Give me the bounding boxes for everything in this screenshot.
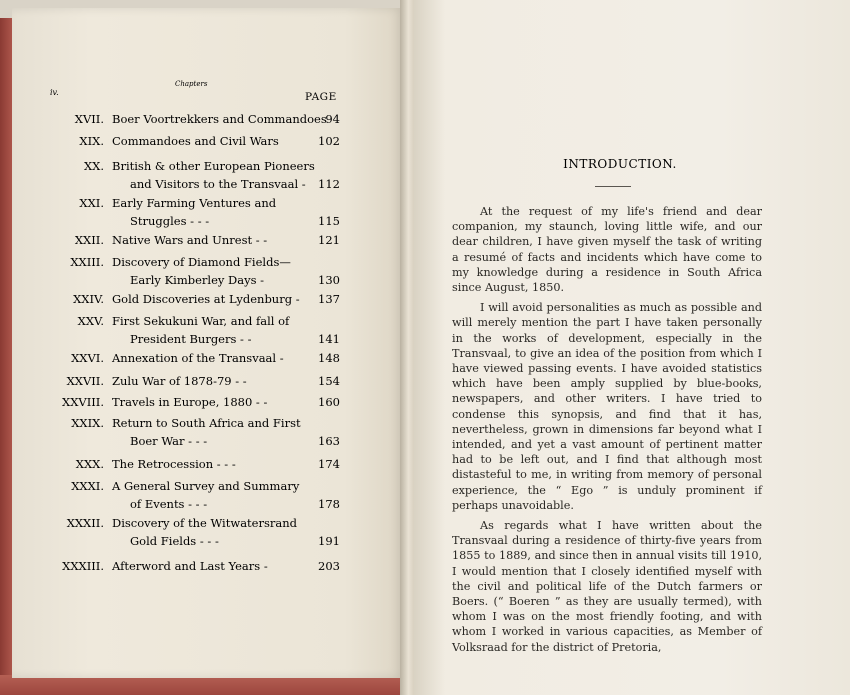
introduction-title: INTRODUCTION. — [563, 157, 677, 171]
chapter-title — [112, 312, 298, 348]
chapter-title-line: Boer War - - - — [130, 434, 208, 448]
chapter-title-line: Discovery of the Witwatersrand — [112, 516, 298, 530]
chapter-number: XXVI. — [71, 351, 104, 365]
chapter-title — [112, 414, 301, 450]
chapter-title-line: Zulu War of 1878-79 - - — [112, 374, 247, 388]
chapter-title-line: The Retrocession - - - — [112, 457, 236, 471]
chapter-page-number: 137 — [318, 292, 340, 306]
chapter-page-number: 94 — [325, 112, 340, 126]
chapter-title-line: Early Farming Ventures and — [112, 196, 277, 210]
book-cover-bottom — [0, 675, 410, 695]
chapter-number: XXV. — [77, 314, 104, 328]
chapter-number: XXXIII. — [62, 559, 104, 573]
intro-paragraph: At the request of my life's friend and dear companion, my staunch, loving little wife, and our dear children, I have given myself the task of writing a resumé of facts and incidents which have come to my knowledge during a residence in South Africa since August, 1850. — [452, 205, 762, 295]
chapter-page-number: 121 — [318, 233, 340, 247]
chapter-title-line: Afterword and Last Years - — [112, 559, 268, 573]
chapter-title — [112, 194, 298, 230]
chapter-title — [112, 290, 298, 308]
chapter-number: XXIX. — [71, 416, 104, 430]
chapter-title — [112, 477, 298, 513]
chapter-title — [112, 157, 315, 193]
chapter-title-line: Annexation of the Transvaal - — [112, 351, 284, 365]
chapter-number: XXX. — [75, 457, 104, 471]
intro-paragraph: I will avoid personalities as much as possible and will merely mention the part I have taken personally in the works of development, especially in the Transvaal, to give an idea of the position from which I have viewed passing events. I have avoided statistics which have been amply supplied by blue-books, newspapers, and other writers. I have tried to condense this synopsis, and find that it has, nevertheless, grown in dimensions far beyond what I intended, and yet a vast amount of pertinent matter had to be left out, and I find that although most distasteful to me, in writing from memory of personal experience, the “ Ego ” is unduly prominent if perhaps unavoidable. — [452, 301, 762, 512]
chapter-number: XXIV. — [73, 292, 104, 306]
chapter-page-number: 178 — [318, 497, 340, 511]
chapter-title — [112, 372, 298, 390]
chapter-number: XIX. — [79, 134, 104, 148]
left-page-header — [50, 78, 350, 103]
folio-number: iv. — [50, 88, 59, 97]
chapter-page-number: 174 — [318, 457, 340, 471]
chapter-number: XXI. — [79, 196, 104, 210]
chapter-title — [112, 231, 298, 249]
page-column-label: PAGE — [305, 91, 337, 103]
chapter-page-number: 115 — [318, 214, 340, 228]
chapter-title-line: A General Survey and Summary — [112, 479, 300, 493]
chapter-title — [112, 455, 298, 473]
chapter-title-line: Discovery of Diamond Fields— — [112, 255, 291, 269]
chapter-title-line: First Sekukuni War, and fall of — [112, 314, 290, 328]
intro-paragraph: As regards what I have written about the Transvaal during a residence of thirty-five years from 1855 to 1889, and since then in annual visits till 1910, I would mention that I closely identified myself with the civil and political life of the Dutch farmers or Boers. (“ Boeren ” as they are usually termed), with whom I was on the most friendly footing, and with whom I worked in various capacities, as Member of Volksraad for the district of Pretoria, — [452, 519, 762, 654]
chapter-title-line: Native Wars and Unrest - - — [112, 233, 268, 247]
chapter-page-number: 141 — [318, 332, 340, 346]
chapter-page-number: 130 — [318, 273, 340, 287]
chapter-page-number: 102 — [318, 134, 340, 148]
chapter-number: XVII. — [74, 112, 104, 126]
chapter-title — [112, 132, 298, 150]
chapter-title-line: Commandoes and Civil Wars — [112, 134, 279, 148]
title-rule — [595, 186, 631, 187]
chapter-title-line: Boer Voortrekkers and Commandoes — [112, 112, 327, 126]
chapter-title-line: Early Kimberley Days - — [130, 273, 265, 287]
chapter-title-line: Gold Fields - - - — [130, 534, 219, 548]
chapter-page-number: 112 — [318, 177, 340, 191]
book-gutter — [400, 0, 414, 695]
chapter-title — [112, 514, 298, 550]
chapter-number: XXXII. — [66, 516, 104, 530]
chapter-title — [112, 393, 298, 411]
chapter-title-line: and Visitors to the Transvaal - — [130, 177, 306, 191]
chapter-title — [112, 110, 327, 128]
chapter-page-number: 191 — [318, 534, 340, 548]
chapter-number: XX. — [83, 159, 104, 173]
chapter-title-line: of Events - - - — [130, 497, 208, 511]
chapter-title-line: Travels in Europe, 1880 - - — [112, 395, 268, 409]
chapter-title — [112, 557, 298, 575]
chapter-title — [112, 349, 298, 367]
chapter-number: XXVII. — [66, 374, 104, 388]
chapter-title-line: British & other European Pioneers — [112, 159, 315, 173]
chapter-title-line: Struggles - - - — [130, 214, 210, 228]
chapter-number: XXXI. — [71, 479, 104, 493]
chapter-title-line: Return to South Africa and First — [112, 416, 301, 430]
chapter-title-line: President Burgers - - — [130, 332, 252, 346]
chapter-title — [112, 253, 298, 289]
chapter-page-number: 203 — [318, 559, 340, 573]
chapter-number: XXII. — [74, 233, 104, 247]
chapter-page-number: 148 — [318, 351, 340, 365]
chapter-page-number: 154 — [318, 374, 340, 388]
chapter-number: XXIII. — [70, 255, 104, 269]
chapter-page-number: 160 — [318, 395, 340, 409]
running-head: Chapters — [175, 80, 208, 88]
chapter-number: XXVIII. — [62, 395, 104, 409]
chapter-page-number: 163 — [318, 434, 340, 448]
introduction-body — [452, 204, 762, 660]
chapter-title-line: Gold Discoveries at Lydenburg - — [112, 292, 300, 306]
